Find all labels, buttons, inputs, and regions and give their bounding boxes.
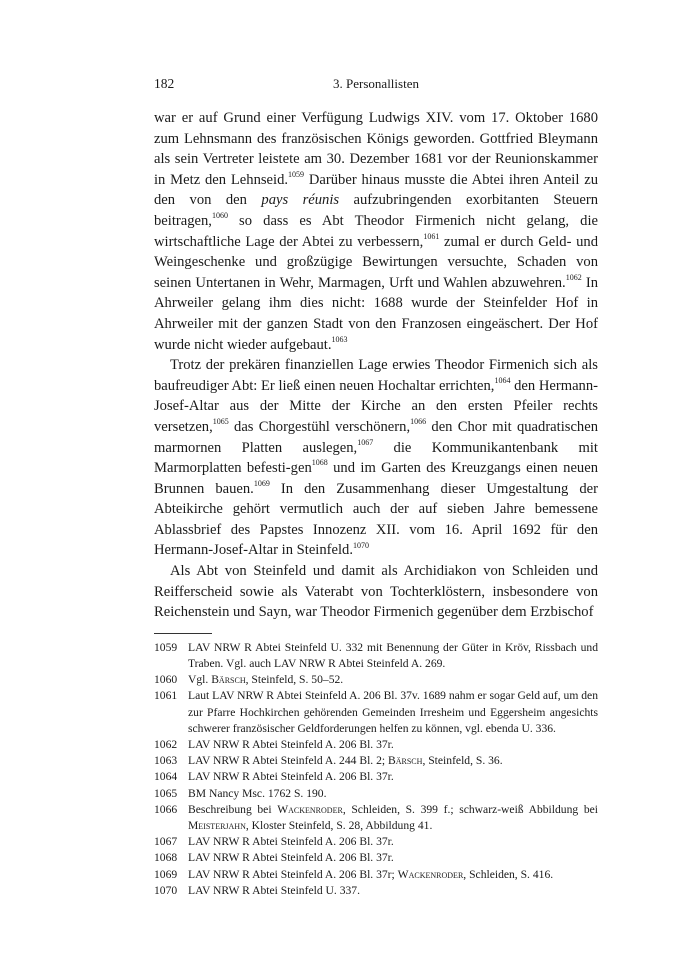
footnote-number: 1065: [154, 786, 178, 800]
footnote-text-run: LAV NRW R Abtei Steinfeld A. 206 Bl. 37r;: [188, 867, 398, 881]
footnote-text: [188, 786, 598, 802]
footnote-text-run: Vgl.: [188, 673, 212, 687]
footnote-ref: 1066: [410, 417, 427, 427]
text-run: den Chor mit quadratischen marmornen Platten auslegen,: [154, 418, 599, 456]
footnote-text: [188, 883, 598, 899]
footnote-text-run: BM Nancy Msc. 1762 S. 190.: [188, 786, 327, 800]
footnote-item: [154, 802, 598, 834]
footnote-ref: 1062: [565, 272, 582, 282]
italic-term: pays réunis: [261, 192, 340, 209]
text-run: Darüber hinaus musste die Abtei ihren Anteil zu den von den: [154, 171, 599, 209]
text-run: In den Zusammenhang dieser Umgestaltung der Abteikirche gehört vermutlich auch der auf sieben Jahre bemessene Ablassbrief des Papstes Innozenz XII. vom 16. April 1692 für den Hermann-Josef-Altar in Steinfeld.: [154, 480, 599, 559]
footnote-text-run: LAV NRW R Abtei Steinfeld A. 206 Bl. 37r.: [188, 738, 394, 752]
footnote-text-run: LAV NRW R Abtei Steinfeld U. 332 mit Benennung der Güter in Kröv, Rissbach und Traben. Vgl. auch LAV NRW R Abtei Steinfeld A. 269.: [188, 640, 598, 671]
footnote-item: [154, 769, 598, 785]
footnote-number: 1060: [154, 673, 178, 687]
footnote-ref: 1067: [357, 437, 374, 447]
footnote-text-run: LAV NRW R Abtei Steinfeld U. 337.: [188, 883, 360, 897]
footnote-number: 1068: [154, 851, 178, 865]
page-header: [154, 76, 598, 98]
footnote-ref: 1065: [212, 417, 229, 427]
footnote-item: [154, 850, 598, 866]
footnote-item: [154, 688, 598, 737]
footnote-ref: 1064: [494, 375, 511, 385]
footnote-ref: 1069: [253, 478, 270, 488]
paragraph-1: [154, 108, 598, 355]
footnote-number: 1070: [154, 883, 178, 897]
footnote-text: [188, 753, 598, 769]
footnote-text: [188, 688, 598, 737]
text-run: und im Garten des Kreuzgangs einen neuen Brunnen bauen.: [154, 460, 598, 497]
page-number: 182: [154, 76, 175, 91]
text-run: war er auf Grund einer Verfügung Ludwigs XIV. vom 17. Oktober 1680 zum Lehnsmann des französischen Königs geworden. Gottfried Bleymann als sein Vertreter leistete am 30. Dezember 1681 vor der Reunionskammer in Metz den Lehnseid.: [154, 110, 598, 188]
footnote-text: [188, 850, 598, 866]
footnote-ref: 1070: [352, 540, 369, 550]
footnote-item: [154, 867, 598, 883]
footnote-text-run: , Steinfeld, S. 50–52.: [245, 673, 344, 687]
footnote-number: 1067: [154, 835, 178, 849]
text-run: Als Abt von Steinfeld und damit als Archidiakon von Schleiden und Reifferscheid sowie als Vaterabt von Tochterklöstern, insbesondere von Reichenstein und Sayn, war Theodor Firmenich gegenüber dem Erzbischof: [154, 563, 598, 621]
footnote-item: [154, 737, 598, 753]
footnote-number: 1062: [154, 738, 178, 752]
text-run: das Chorgestühl verschönern,: [228, 418, 411, 435]
footnote-item: [154, 834, 598, 850]
footnote-number: 1059: [154, 640, 178, 654]
text-run: zumal er durch Geld- und Weingeschenke und großzügige Bewirtungen versuchte, Schaden von seinen Untertanen in Wehr, Marmagen, Urft und Wahlen abzuwehren.: [154, 233, 598, 291]
footnote-text-run: LAV NRW R Abtei Steinfeld A. 206 Bl. 37r.: [188, 770, 394, 784]
text-run: Trotz der prekären finanziellen Lage erwies Theodor Firmenich sich als baufreudiger Abt: Er ließ einen neuen Hochaltar errichten,: [154, 357, 598, 394]
footnote-ref: 1061: [423, 231, 440, 241]
footnote-text-run: , Schleiden, S. 416.: [463, 867, 554, 881]
footnote-item: [154, 883, 598, 899]
footnote-text: [188, 769, 598, 785]
footnote-text-run: , Kloster Steinfeld, S. 28, Abbildung 41.: [245, 819, 433, 833]
footnote-item: [154, 753, 598, 769]
footnote-ref: 1060: [211, 211, 228, 221]
footnote-text-run: Laut LAV NRW R Abtei Steinfeld A. 206 Bl. 37v. 1689 nahm er sogar Geld auf, um den zur Pfarre Hochkirchen gehörenden Gemeinden Irresheim und Eggersheim angesichts schwerer französischer Geldforderungen helfen zu können, vgl. ebenda U. 336.: [188, 689, 598, 735]
text-run: so dass es Abt Theodor Firmenich nicht gelang, die wirtschaftliche Lage der Abtei zu verbessern,: [154, 212, 598, 250]
author-name: Bärsch: [388, 754, 423, 768]
footnote-text: [188, 867, 598, 883]
footnote-text-run: LAV NRW R Abtei Steinfeld A. 206 Bl. 37r.: [188, 835, 394, 849]
author-name: Wackenroder: [277, 802, 343, 816]
footnote-text: [188, 737, 598, 753]
footnotes: [154, 640, 598, 899]
footnote-ref: 1068: [311, 458, 328, 468]
footnote-separator: [154, 633, 212, 634]
footnote-text-run: LAV NRW R Abtei Steinfeld A. 206 Bl. 37r.: [188, 851, 394, 865]
running-head: 3. Personallisten: [333, 76, 419, 91]
footnote-number: 1064: [154, 770, 178, 784]
paragraph-3: [154, 561, 598, 623]
footnote-ref: 1059: [288, 169, 305, 179]
author-name: Meisterjahn: [188, 819, 246, 833]
paragraph-2: [154, 355, 598, 561]
footnote-text: [188, 834, 598, 850]
footnote-text: [188, 802, 598, 834]
footnote-number: 1066: [154, 802, 178, 816]
footnote-number: 1063: [154, 754, 178, 768]
footnote-ref: 1063: [331, 334, 348, 344]
footnote-text-run: Beschreibung bei: [188, 802, 278, 816]
footnote-text-run: , Steinfeld, S. 36.: [422, 754, 503, 768]
footnote-number: 1069: [154, 867, 178, 881]
text-run: die Kommunikantenbank mit Marmorplatten befesti-gen: [154, 439, 598, 477]
footnote-number: 1061: [154, 689, 178, 703]
author-name: Bärsch: [211, 673, 246, 687]
footnote-item: [154, 672, 598, 688]
text-run: den Hermann-Josef-Altar aus der Mitte der Kirche an den ersten Pfeiler rechts versetzen,: [154, 377, 599, 435]
text-run: In Ahrweiler gelang ihm dies nicht: 1688 wurde der Steinfelder Hof in Ahrweiler mit der ganzen Stadt von den Franzosen eingeäschert. Der Hof wurde nicht wieder aufgebaut.: [154, 274, 598, 353]
text-run: aufzubringenden exorbitanten Steuern beitragen,: [154, 192, 598, 229]
author-name: Wackenroder: [397, 867, 464, 881]
body-text: [154, 108, 598, 623]
footnote-item: [154, 786, 598, 802]
footnote-text: [188, 640, 598, 672]
footnote-item: [154, 640, 598, 672]
footnote-text-run: , Schleiden, S. 399 f.; schwarz-weiß Abbildung bei: [342, 802, 598, 816]
footnote-text: [188, 672, 598, 688]
footnote-text-run: LAV NRW R Abtei Steinfeld A. 244 Bl. 2;: [188, 754, 389, 768]
book-page: [154, 76, 598, 899]
